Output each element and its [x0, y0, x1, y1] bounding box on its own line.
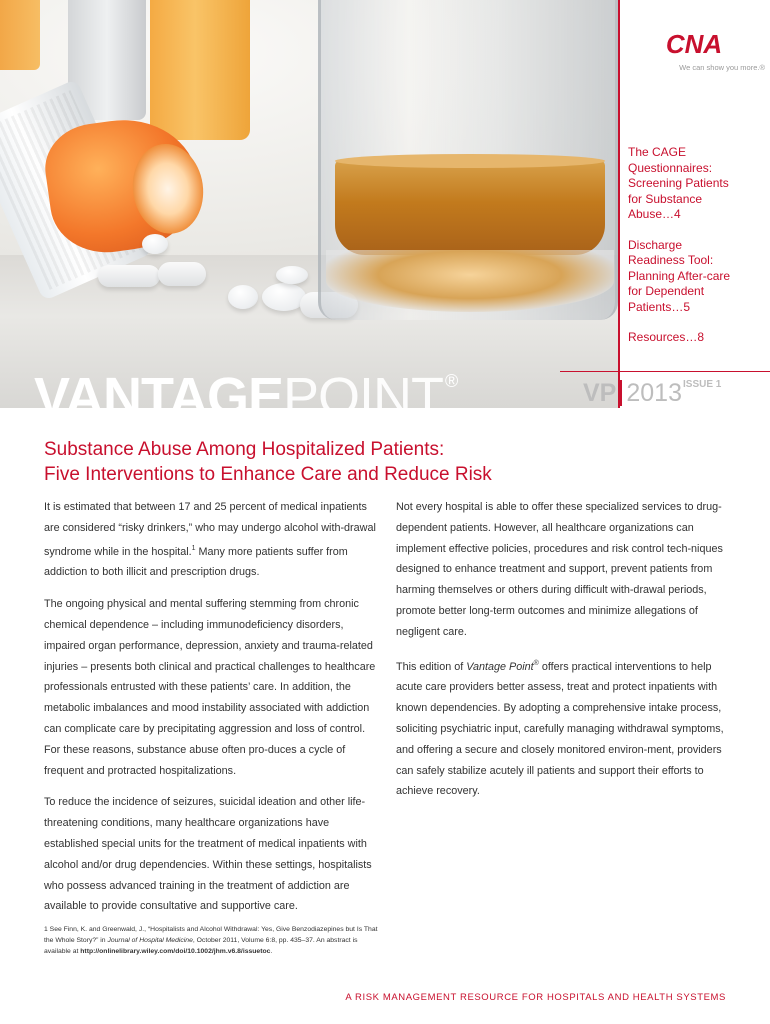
issue-number: ISSUE 1: [683, 379, 722, 390]
cna-logo-text: CNA: [665, 30, 723, 58]
cna-logo: [654, 30, 734, 58]
body-column-right: [396, 497, 732, 813]
article-headline: [44, 437, 724, 487]
table-of-contents: [628, 145, 768, 361]
photo-pill: [276, 266, 308, 284]
issue-marker: [583, 379, 722, 407]
photo-pill: [228, 285, 258, 309]
footnote: [44, 924, 380, 957]
headline-line-1: Substance Abuse Among Hospitalized Patients:: [44, 439, 445, 460]
photo-pill: [142, 234, 168, 254]
photo-pill: [158, 262, 206, 286]
paragraph: [44, 497, 378, 583]
publication-name: Vantage Point: [466, 660, 534, 673]
body-column-left: [44, 497, 378, 928]
paragraph-text: offers practical interventions to help acute care providers better assess, treat and protect inpatients with known dependencies. By adopting a comprehensive intake process, soliciting psychiatric input, carefully managing withdrawal symptoms, and offering a secure and closely monitored environ-ment, providers can safely stabilize acutely ill patients and support their efforts to achieve recovery.: [396, 660, 724, 798]
footnote-link[interactable]: http://onlinelibrary.wiley.com/doi/10.1002/jhm.v6.8/issuetoc: [80, 948, 271, 955]
paragraph: Not every hospital is able to offer these specialized services to drug-dependent patients. However, all healthcare organizations can implement effective policies, procedures and risk control tech-niques designed to enhance treatment and support, prevent patients from harming themselves or others during difficult with-drawal periods, promote better long-term outcomes and minimize allegations of negligent care.: [396, 501, 723, 638]
paragraph-text: It is estimated that between 17 and 25 percent of medical inpatients are considered “risky drinkers,” who may undergo alcohol with-drawal syndrome while in the hospital.: [44, 501, 376, 558]
publication-title: [34, 354, 458, 427]
journal-name: Journal of Hospital Medicine: [107, 937, 193, 944]
footnote-text: .: [270, 948, 273, 955]
toc-item-resources[interactable]: Resources…8: [628, 330, 705, 344]
registered-mark: ®: [533, 659, 539, 667]
photo-bottle-amber: [150, 0, 250, 140]
footnote-ref[interactable]: 1: [191, 544, 196, 552]
page-footer: A RISK MANAGEMENT RESOURCE FOR HOSPITALS AND HEALTH SYSTEMS: [345, 992, 726, 1003]
paragraph-text: Many more patients suffer from addiction to both illicit and prescription drugs.: [44, 545, 348, 579]
vp-label: VP: [583, 379, 617, 407]
issue-year: 2013: [626, 379, 682, 407]
publication-title-light: POINT: [283, 367, 444, 427]
paragraph: To reduce the incidence of seizures, suicidal ideation and other life-threatening conditions, many healthcare organizations have established special units for the treatment of medical inpatients with alcohol and/or drug dependencies. Within these settings, hospitalists who possess advanced training in the treatment of addiction are available to provide consultative and supportive care.: [44, 796, 372, 913]
registered-mark: ®: [445, 371, 458, 391]
footnote-text: , October 2011, Volume 6:8, pp. 435–37. An abstract is available at: [44, 937, 358, 955]
photo-glass-base: [326, 250, 614, 312]
sidebar-divider: [618, 0, 620, 408]
paragraph: The ongoing physical and mental suffering stemming from chronic chemical dependence – including immunodeficiency disorders, impaired organ performance, depression, anxiety and trauma-related injuries – presents both clinical and practical challenges to healthcare professionals entrusted with these patients’ care. In addition, the metabolic imbalances and mood instability associated with addiction can complicate care by precipitating aggression and loss of control. For these reasons, substance abuse often pro-duces a cycle of frequent and protracted hospitalizations.: [44, 598, 376, 777]
vp-separator: [620, 380, 622, 406]
photo-liquor: [335, 160, 605, 255]
logo-tagline: We can show you more.®: [679, 63, 765, 72]
headline-line-2: Five Interventions to Enhance Care and Reduce Risk: [44, 464, 492, 485]
paragraph: [396, 654, 732, 803]
footnote-text: 1 See Finn, K. and Greenwald, J., “Hospitalists and Alcohol Withdrawal: Yes, Give Benzodiazepines but Is That the Whole Story?” in: [44, 926, 378, 944]
toc-item-discharge-readiness[interactable]: Discharge Readiness Tool: Planning After-care for Dependent Patients…5: [628, 237, 731, 314]
toc-item-cage-questionnaires[interactable]: The CAGE Questionnaires: Screening Patients for Substance Abuse…4: [628, 145, 729, 221]
paragraph-text: This edition of: [396, 660, 467, 673]
photo-pill: [98, 265, 160, 287]
publication-title-bold: VANTAGE: [34, 367, 283, 427]
photo-bottle-orange: [0, 0, 40, 70]
hero-photo: [0, 0, 618, 408]
issue-rule: [560, 371, 770, 372]
